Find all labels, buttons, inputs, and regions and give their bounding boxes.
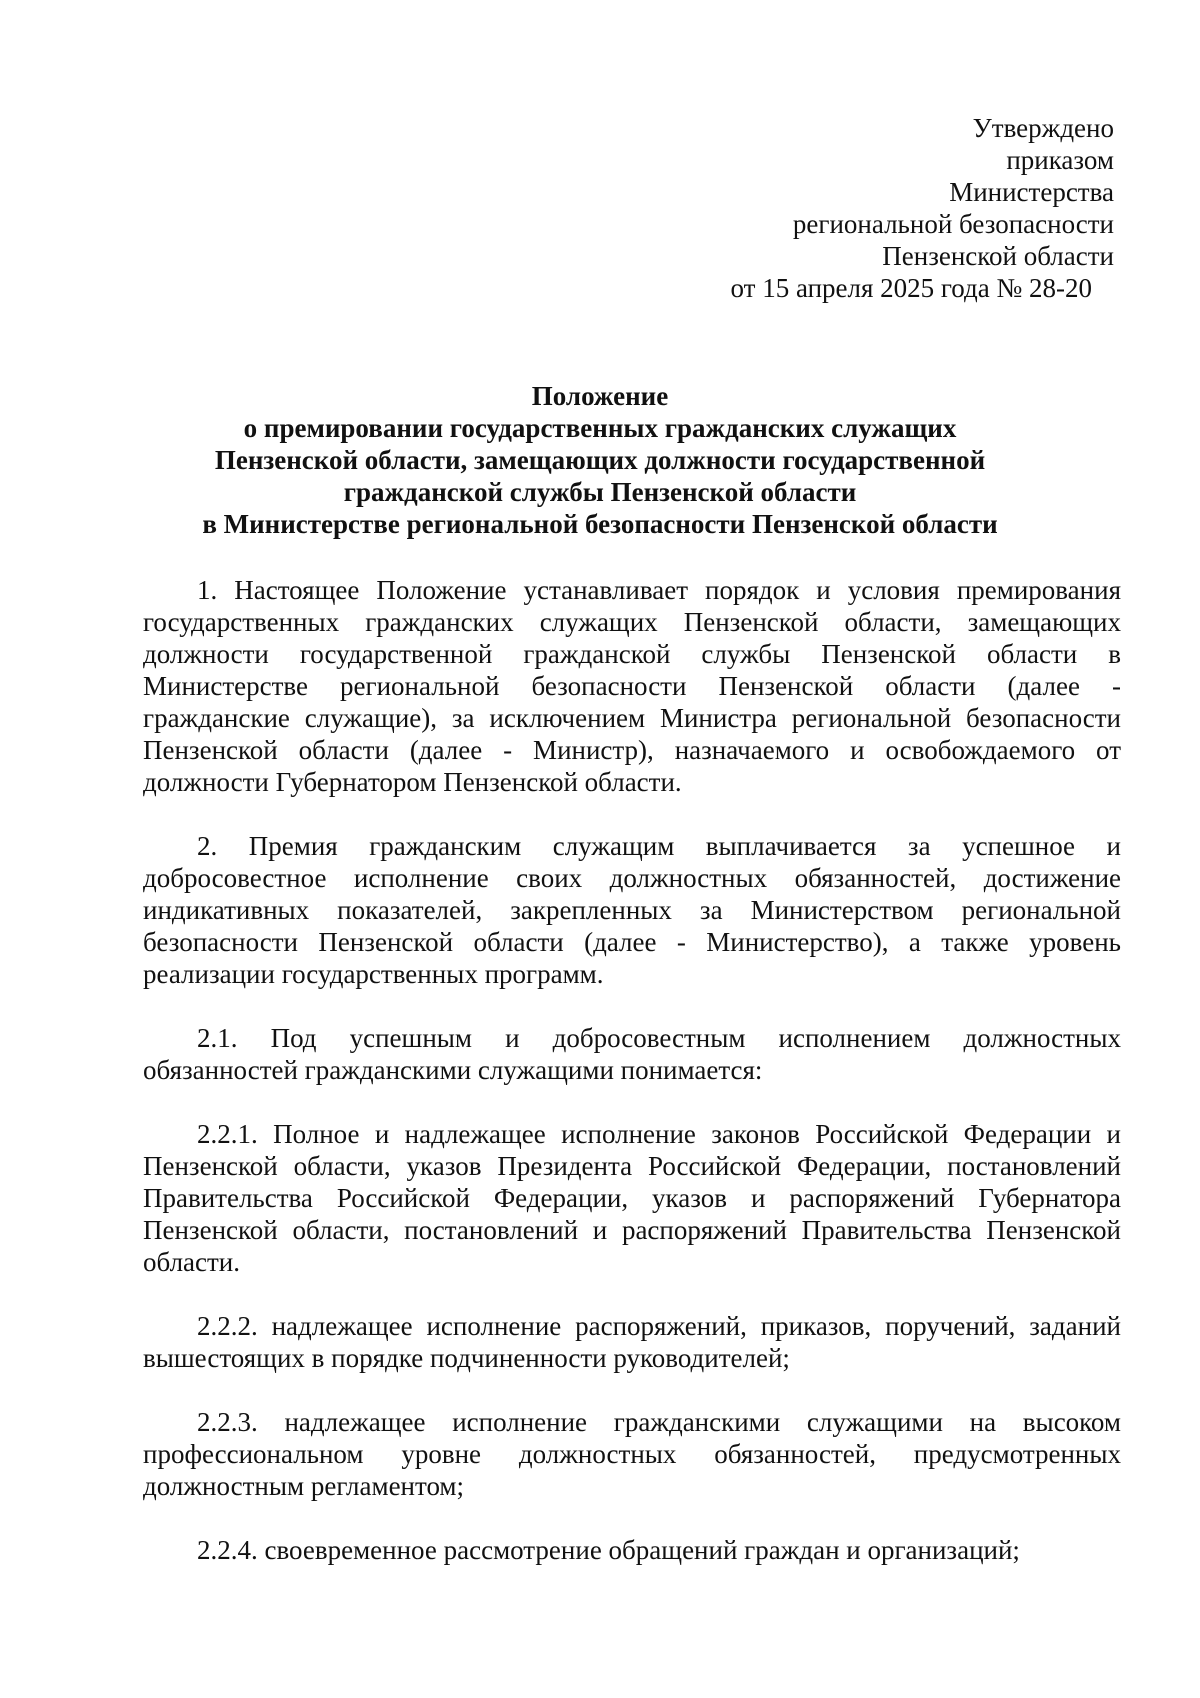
title-line: Пензенской области, замещающих должности государственной [214,445,986,475]
paragraph-2-2-1: 2.2.1. Полное и надлежащее исполнение законов Российской Федерации и Пензенской области, указов Президента Российской Федерации, постановлений Правительства Российской Федерации, указов и распоряжений Губернатора Пензенской области, постановлений и распоряжений Правительства Пензенской области. [143,1119,1121,1277]
approval-line: региональной безопасности [792,209,1114,239]
paragraph-1: 1. Настоящее Положение устанавливает порядок и условия премирования государственных гражданских служащих Пензенской области, замещающих должности государственной гражданской службы Пензенской области в Министерстве региональной безопасности Пензенской области (далее - гражданские служащие), за исключением Министра региональной безопасности Пензенской области (далее - Министр), назначаемого и освобождаемого от должности Губернатором Пензенской области. [143,575,1121,797]
document-body [143,574,1121,1598]
paragraph-2-2-4: 2.2.4. своевременное рассмотрение обращений граждан и организаций; [197,1535,1020,1565]
paragraph-2: 2. Премия гражданским служащим выплачивается за успешное и добросовестное исполнение своих должностных обязанностей, достижение индикативных показателей, закрепленных за Министерством региональной безопасности Пензенской области (далее - Министерство), а также уровень реализации государственных программ. [143,831,1121,989]
title-line: гражданской службы Пензенской области [343,477,857,507]
paragraph-2-1: 2.1. Под успешным и добросовестным исполнением должностных обязанностей гражданскими служащими понимается: [143,1023,1121,1085]
title-line: Положение [531,381,669,411]
paragraph-2-2-3: 2.2.3. надлежащее исполнение гражданскими служащими на высоком профессиональном уровне должностных обязанностей, предусмотренных должностным регламентом; [143,1407,1121,1501]
approval-order-line: от 15 апреля 2025 года № 28-20 [730,273,1092,303]
approval-stamp-block [554,112,1114,304]
document-title [140,380,1060,540]
title-line: в Министерстве региональной безопасности Пензенской области [202,509,998,539]
approval-line: Утверждено [972,113,1114,143]
title-line: о премировании государственных гражданских служащих [243,413,957,443]
paragraph-2-2-2: 2.2.2. надлежащее исполнение распоряжений, приказов, поручений, заданий вышестоящих в порядке подчиненности руководителей; [143,1311,1121,1373]
approval-line: Министерства [949,177,1114,207]
approval-line: Пензенской области [882,241,1114,271]
approval-line: приказом [1006,145,1114,175]
